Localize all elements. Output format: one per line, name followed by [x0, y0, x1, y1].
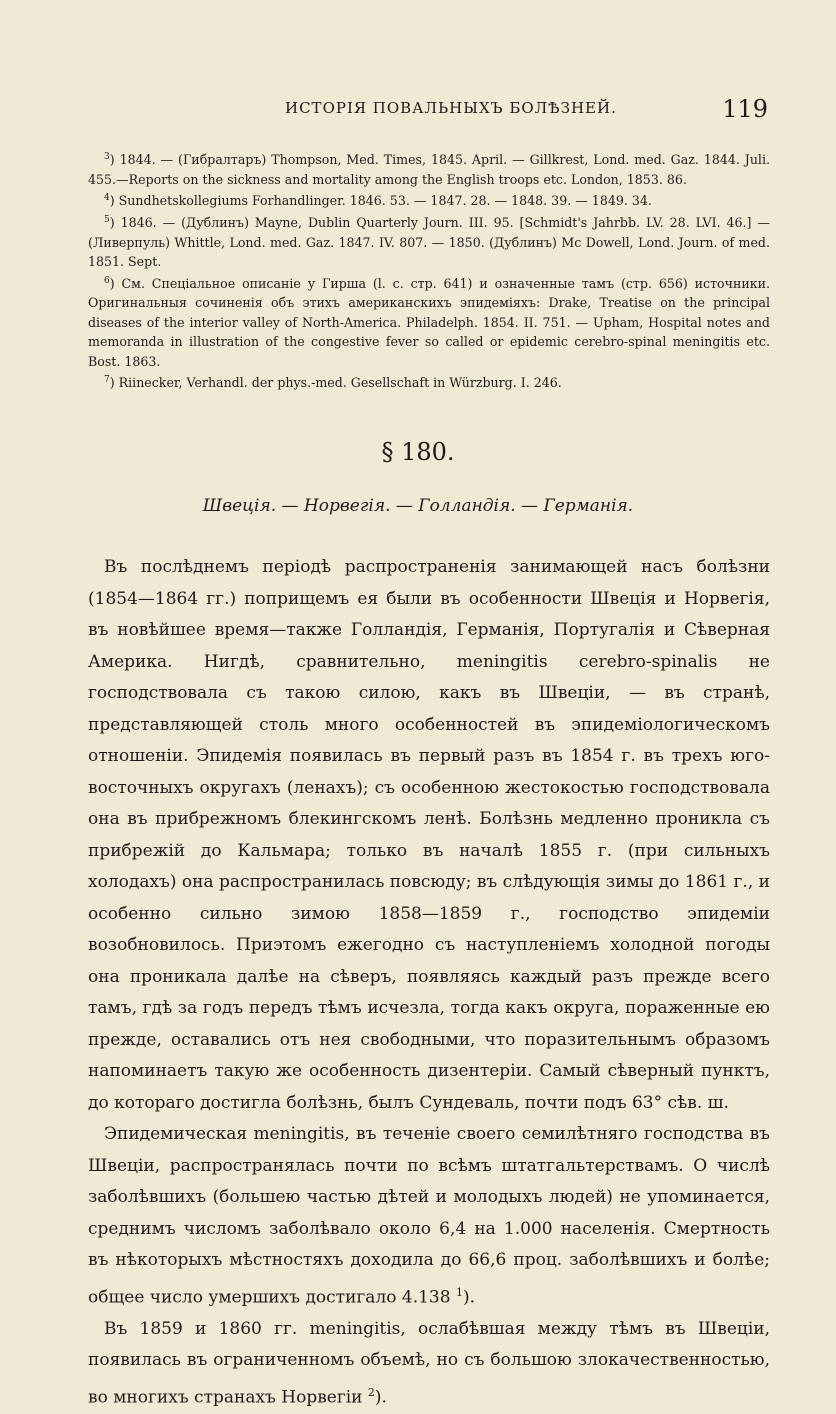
footnote-marker: 6 [104, 275, 110, 286]
footnote-marker: 7 [104, 375, 110, 386]
section-number: § 180. [381, 438, 455, 466]
footnote: $^5$) 1846. — (Дублинъ) Mayne, Dublin Quarterly Journ. III. 95. [Schmidt's Jahrbb. LV. 28. LVI. 46.] — (Ливерпуль) Whittle, Lond. med. Gaz. 1847. IV. 807. — 1850. (Дублинъ) Mc Dowell, Lond. Journ. of med. 1851. Sept. [88, 214, 770, 270]
paragraph [88, 1119, 770, 1314]
footnote: $^7$) Riinecker, Verhandl. der phys.-med. Gesellschaft in Würzburg. I. 246. [104, 375, 562, 391]
footnote-marker: 3 [104, 152, 110, 162]
running-head [0, 95, 836, 125]
section-subtitle: Швеція. — Норвегія. — Голландія. — Германія. [202, 496, 634, 516]
footnote-reference: 1 [455, 1285, 463, 1299]
footnote: $^6$) См. Спеціальное описаніе у Гирша (l. c. стр. 641) и означенные тамъ (стр. 656) источники. Оригинальныя сочиненія объ этихъ американскихъ эпидеміяхъ: Drake, Treatise on the principal diseases of the interior valley of North-America. Philadelph. 1854. II. 751. — Upham, Hospital notes and memoranda in illustration of the congestive fever so called or epidemic cerebro-spinal meningitis etc. Bost. 1863. [88, 275, 771, 369]
paragraph [88, 1314, 770, 1414]
paragraph-text: Въ 1859 и 1860 гг. meningitis, ослабѣвшая между тѣмъ въ Швеціи, появилась въ ограниченномъ объемѣ, но съ большою злокачественностью, во многихъ странахъ Норвегіи [88, 1318, 770, 1408]
footnote-text: Sundhetskollegiums Forhandlinger. 1846. 53. — 1847. 28. — 1848. 39. — 1849. 34. [118, 193, 652, 209]
paragraph [88, 552, 770, 1119]
paragraph-tail: ). [462, 1287, 475, 1308]
footnote-marker: 4 [104, 193, 110, 204]
footnote-reference: 2 [367, 1385, 375, 1399]
footnote-marker: 5 [104, 214, 110, 225]
footnote-text: См. Спеціальное описаніе у Гирша (l. c. стр. 641) и означенные тамъ (стр. 656) источники. Оригинальныя сочиненія объ этихъ американскихъ эпидеміяхъ: Drake, Treatise on the principal diseases of the interior valley of North-America. Philadelph. 1854. II. 751. — Upham, Hospital notes and memoranda in illustration of the congestive fever so called or epidemic cerebro-spinal meningitis etc. Bost. 1863. [88, 275, 771, 369]
page-number: 119 [722, 95, 768, 123]
paragraph-tail: ). [374, 1387, 387, 1408]
footnote: $^4$) Sundhetskollegiums Forhandlinger. 1846. 53. — 1847. 28. — 1848. 39. — 1849. 34. [104, 193, 652, 209]
body-text [88, 552, 770, 1414]
paragraph-text: Эпидемическая meningitis, въ теченіе своего семилѣтняго господства въ Швеціи, распространялась почти по всѣмъ штатгальтерствамъ. О числѣ заболѣвшихъ (большею частью дѣтей и молодыхъ людей) не упоминается, среднимъ числомъ заболѣвало около 6,4 на 1.000 населенія. Смертность въ нѣкоторыхъ мѣстностяхъ доходила до 66,6 проц. заболѣвшихъ и болѣе; общее число умершихъ достигало 4.138 [88, 1124, 770, 1308]
running-title: ИСТОРІЯ ПОВАЛЬНЫХЪ БОЛѢЗНЕЙ. [285, 99, 617, 117]
footnote: $^3$) 1844. — (Гибралтаръ) Thompson, Med. Times, 1845. April. — Gillkrest, Lond. med. Gaz. 1844. Juli. 455.—Reports on the sickness and mortality among the English troops etc. London, 1853. 86. [88, 152, 770, 187]
footnotes [88, 148, 770, 393]
footnote-text: Riinecker, Verhandl. der phys.-med. Gesellschaft in Würzburg. I. 246. [118, 375, 562, 391]
footnote-text: 1844. — (Гибралтаръ) Thompson, Med. Times, 1845. April. — Gillkrest, Lond. med. Gaz. 1844. Juli. 455.—Reports on the sickness and mortality among the English troops etc. London, 1853. 86. [88, 152, 770, 187]
footnote-text: 1846. — (Дублинъ) Mayne, Dublin Quarterly Journ. III. 95. [Schmidt's Jahrbb. LV. 28. LVI. 46.] — (Ливерпуль) Whittle, Lond. med. Gaz. 1847. IV. 807. — 1850. (Дублинъ) Mc Dowell, Lond. Journ. of med. 1851. Sept. [88, 215, 770, 270]
paragraph-text: Въ послѣднемъ періодѣ распространенія занимающей насъ болѣзни (1854—1864 гг.) поприщемъ ея были въ особенности Швеція и Норвегія, въ новѣйшее время—также Голландія, Германія, Португалія и Сѣверная Америка. Нигдѣ, сравнительно, meningitis cerebro-spinalis не господствовала съ такою силою, какъ въ Швеціи, — въ странѣ, представляющей столь много особенностей въ эпидеміологическомъ отношеніи. Эпидемія появилась въ первый разъ въ 1854 г. въ трехъ юго-восточныхъ округахъ (ленахъ); съ особенною жестокостью господствовала она въ прибрежномъ блекингскомъ ленѣ. Болѣзнь медленно проникла съ прибрежій до Кальмара; только въ началѣ 1855 г. (при сильныхъ холодахъ) она распространилась повсюду; въ слѣдующія зимы до 1861 г., и особенно сильно зимою 1858—1859 г., господство эпидеміи возобновилось. Приэтомъ ежегодно съ наступленіемъ холодной погоды она проникала далѣе на сѣверъ, появляясь каждый разъ прежде всего тамъ, гдѣ за годъ передъ тѣмъ исчезла, тогда какъ округа, пораженные ею прежде, оставались отъ нея свободными, что поразительнымъ образомъ напоминаетъ такую же особенность дизентеріи. Самый сѣверный пунктъ, до котораго достигла болѣзнь, былъ Сундеваль, почти подъ 63° сѣв. ш. [88, 557, 770, 1113]
